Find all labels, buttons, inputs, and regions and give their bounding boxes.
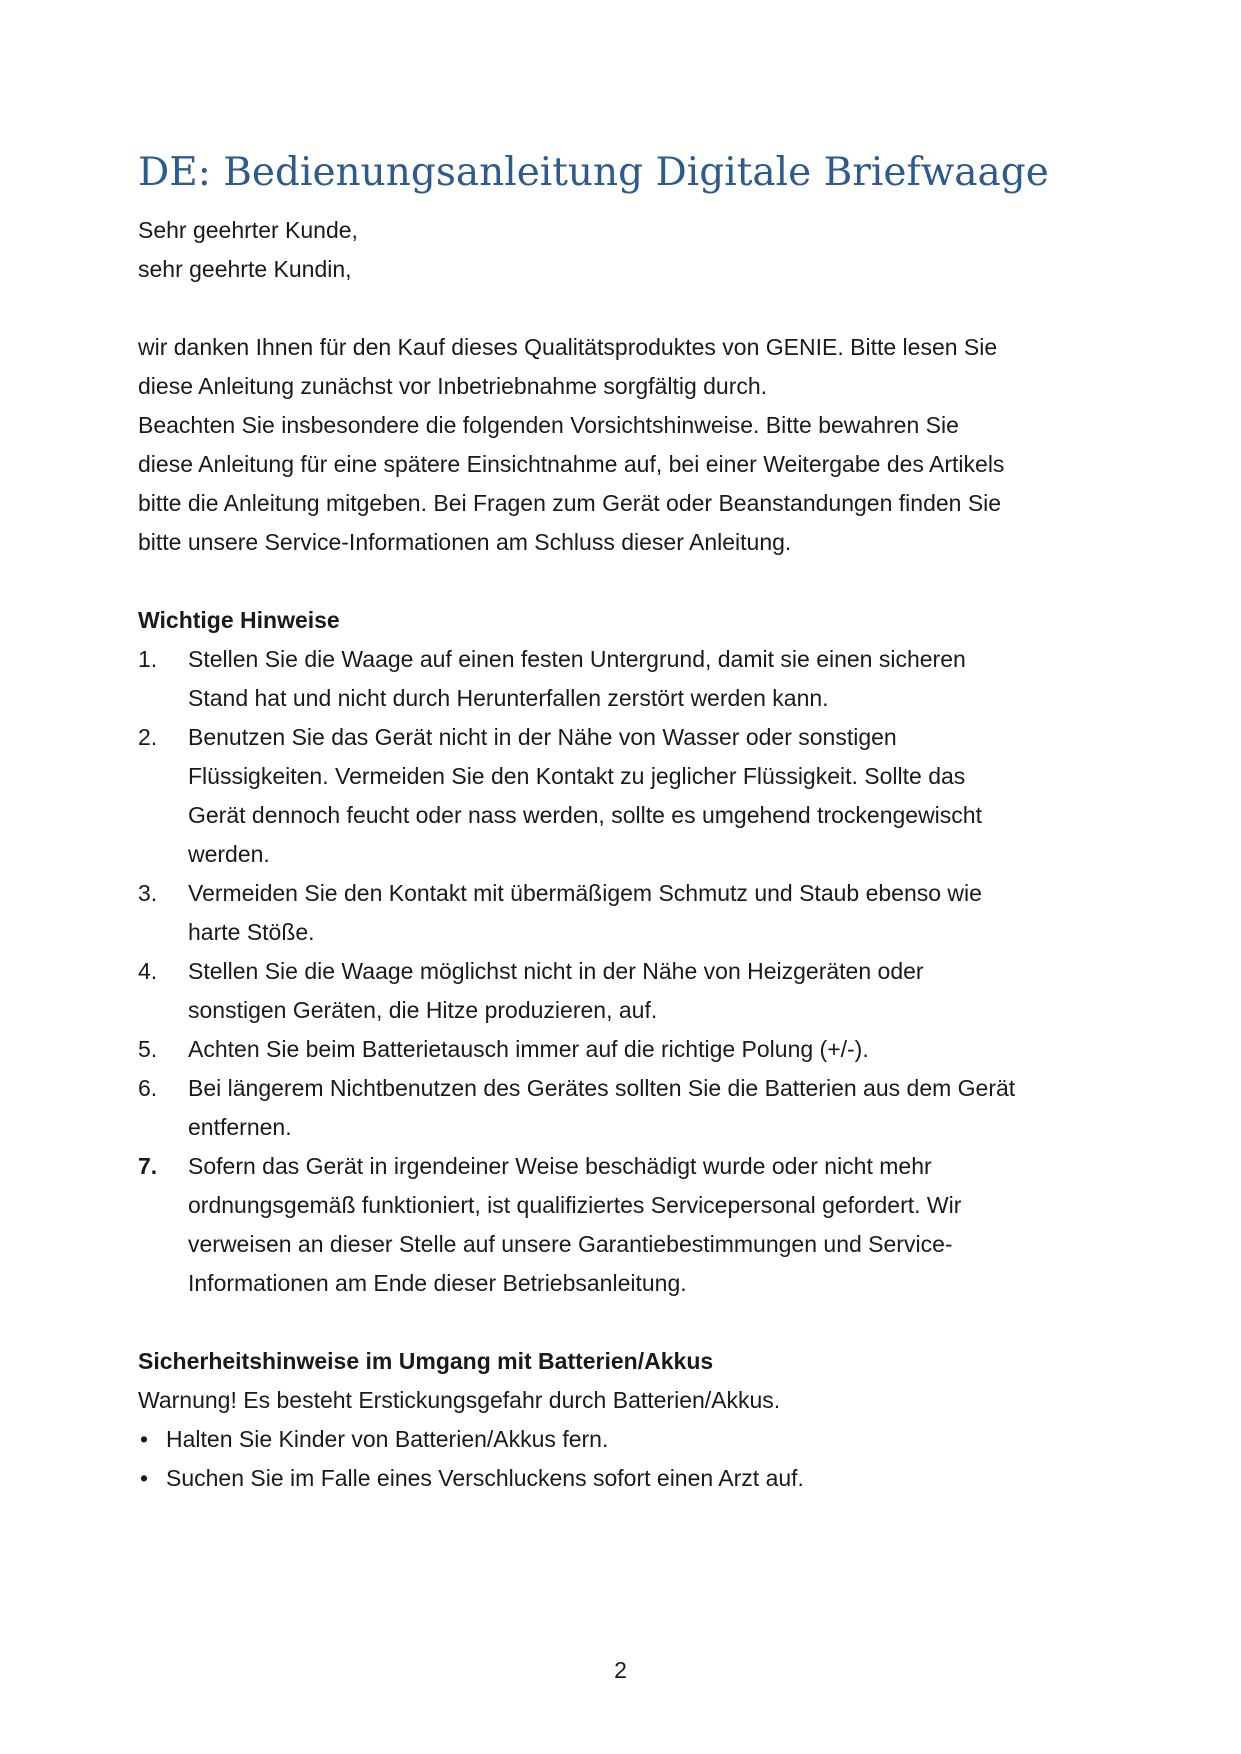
list-item-line: Stand hat und nicht durch Herunterfallen zerstört werden kann. [188,684,829,711]
list-item-line: Flüssigkeiten. Vermeiden Sie den Kontakt zu jeglicher Flüssigkeit. Sollte das [188,762,966,789]
salutation-line: Sehr geehrter Kunde, [138,216,358,243]
list-item-line: Informationen am Ende dieser Betriebsanleitung. [188,1269,687,1296]
list-item-line: sonstigen Geräten, die Hitze produzieren, auf. [188,996,658,1023]
spacer [138,1303,1113,1342]
list-item-line: verweisen an dieser Stelle auf unsere Garantiebestimmungen und Service- [188,1230,953,1257]
list-item-line: Achten Sie beim Batterietausch immer auf die richtige Polung (+/-). [188,1035,869,1062]
intro-line: bitte unsere Service-Informationen am Schluss dieser Anleitung. [138,528,792,555]
list-item [138,1147,1113,1303]
battery-bullet-list [138,1420,1113,1498]
intro-line: wir danken Ihnen für den Kauf dieses Qualitätsproduktes von GENIE. Bitte lesen Sie [138,333,998,360]
list-item [138,874,1113,952]
list-item-text: Halten Sie Kinder von Batterien/Akkus fern. [166,1425,609,1452]
list-number: 2. [138,723,158,750]
notes-list [138,640,1113,1303]
list-item-line: Stellen Sie die Waage auf einen festen Untergrund, damit sie einen sicheren [188,645,966,672]
list-item [138,1069,1113,1147]
list-item [138,1030,1113,1069]
list-item [138,1420,1113,1459]
list-item [138,1459,1113,1498]
page-title: DE: Bedienungsanleitung Digitale Briefwaage [138,150,1049,195]
salutation-line: sehr geehrte Kundin, [138,255,352,282]
list-item-line: Stellen Sie die Waage möglichst nicht in der Nähe von Heizgeräten oder [188,957,924,984]
page-number: 2 [614,1657,627,1683]
list-number: 1. [138,645,158,672]
battery-warning: Warnung! Es besteht Erstickungsgefahr durch Batterien/Akkus. [138,1386,781,1413]
list-item-line: Benutzen Sie das Gerät nicht in der Nähe von Wasser oder sonstigen [188,723,897,750]
list-item-line: harte Stöße. [188,918,315,945]
list-item [138,640,1113,718]
list-number: 7. [138,1152,158,1179]
intro-line: Beachten Sie insbesondere die folgenden Vorsichtshinweise. Bitte bewahren Sie [138,411,959,438]
intro-line: diese Anleitung zunächst vor Inbetriebnahme sorgfältig durch. [138,372,768,399]
list-item-line: ordnungsgemäß funktioniert, ist qualifiziertes Servicepersonal gefordert. Wir [188,1191,962,1218]
intro-line: diese Anleitung für eine spätere Einsichtnahme auf, bei einer Weitergabe des Artikels [138,450,1005,477]
list-number: 3. [138,879,158,906]
list-item-line: Sofern das Gerät in irgendeiner Weise beschädigt wurde oder nicht mehr [188,1152,932,1179]
spacer [138,562,1113,601]
list-item-text: Suchen Sie im Falle eines Verschluckens sofort einen Arzt auf. [166,1464,804,1491]
list-number: 4. [138,957,158,984]
list-item-line: Bei längerem Nichtbenutzen des Gerätes sollten Sie die Batterien aus dem Gerät [188,1074,1016,1101]
list-item-line: werden. [188,840,270,867]
intro-line: bitte die Anleitung mitgeben. Bei Fragen zum Gerät oder Beanstandungen finden Sie [138,489,1002,516]
bullet-icon: • [140,1425,149,1452]
page-content [138,150,1113,1498]
battery-heading: Sicherheitshinweise im Umgang mit Batterien/Akkus [138,1347,714,1374]
spacer [138,289,1113,328]
list-item [138,718,1113,874]
notes-heading: Wichtige Hinweise [138,606,340,633]
list-number: 5. [138,1035,158,1062]
list-item-line: Vermeiden Sie den Kontakt mit übermäßigem Schmutz und Staub ebenso wie [188,879,982,906]
list-number: 6. [138,1074,158,1101]
list-item-line: entfernen. [188,1113,292,1140]
list-item [138,952,1113,1030]
list-item-line: Gerät dennoch feucht oder nass werden, sollte es umgehend trockengewischt [188,801,982,828]
bullet-icon: • [140,1464,149,1491]
